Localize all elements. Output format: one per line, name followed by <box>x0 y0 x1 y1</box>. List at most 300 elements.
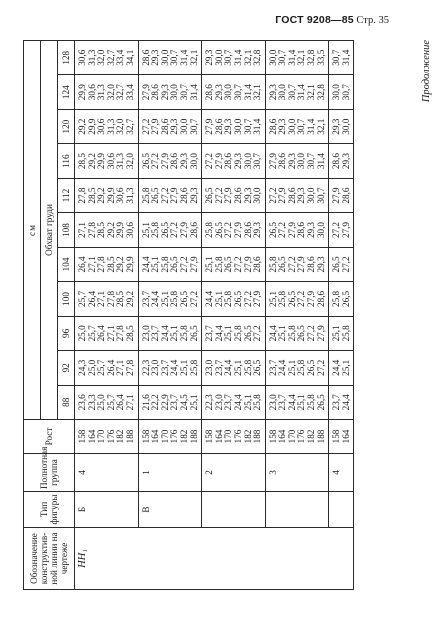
measurement-value: 28,6 <box>306 256 317 273</box>
value-cell <box>75 351 139 385</box>
measurement-value: 31,4 <box>178 49 189 66</box>
measurement-value: 30,7 <box>232 84 243 101</box>
measurement-value: 23,7 <box>204 325 215 342</box>
measurement-value: 23,7 <box>140 290 151 307</box>
measurement-value: 28,6 <box>178 187 189 204</box>
measurement-value: 25,1 <box>178 359 189 376</box>
measurement-value: 27,1 <box>77 221 87 239</box>
table-row <box>202 41 266 590</box>
measurement-value: 27,2 <box>150 153 161 170</box>
measurement-value: 27,9 <box>331 187 342 204</box>
measurement-value: 27,9 <box>232 221 243 239</box>
measurement-value: 29,2 <box>96 187 107 204</box>
measurement-value: 23,0 <box>204 359 215 376</box>
value-cell <box>329 144 354 178</box>
measurement-value: 31,4 <box>242 84 253 101</box>
measurement-value: 27,9 <box>159 153 170 170</box>
value-cell <box>329 109 354 143</box>
measurement-value: 22,3 <box>204 394 215 411</box>
value-cell <box>202 247 266 281</box>
height-value: 158 <box>204 429 215 444</box>
measurement-value: 27,2 <box>286 256 297 273</box>
measurement-value: 25,8 <box>223 290 234 307</box>
measurement-value: 24,4 <box>213 325 224 342</box>
measurement-value: 29,3 <box>286 153 297 170</box>
type-cell <box>202 492 266 528</box>
measurement-value: 27,8 <box>77 187 87 204</box>
value-cell <box>329 213 354 247</box>
measurement-value: 25,0 <box>96 394 107 411</box>
measurement-value: 29,3 <box>178 153 189 170</box>
table-area <box>23 40 407 590</box>
value-cell <box>138 109 202 143</box>
measurement-value: 28,6 <box>169 153 180 170</box>
measurement-value: 32,0 <box>124 153 135 170</box>
measurement-value: 26,5 <box>159 221 170 239</box>
measurement-value: 30,0 <box>169 84 180 101</box>
measurement-value: 28,6 <box>340 187 351 204</box>
measurement-value: 29,3 <box>242 187 253 204</box>
height-value: 182 <box>115 429 126 444</box>
measurement-value: 28,6 <box>315 290 326 307</box>
measurement-value: 28,6 <box>159 118 170 135</box>
measurement-value: 30,7 <box>286 84 297 101</box>
measurement-value: 32,7 <box>105 49 116 66</box>
measurement-value: 30,0 <box>277 84 288 101</box>
measurement-value: 26,5 <box>286 290 297 307</box>
measurement-value: 24,4 <box>204 290 215 307</box>
measurement-value: 32,1 <box>242 49 253 66</box>
measurement-value: 26,4 <box>96 325 107 342</box>
measurement-value: 24,4 <box>340 394 351 411</box>
measurement-value: 27,2 <box>242 290 253 307</box>
measurement-value: 25,1 <box>213 290 224 307</box>
group-cell: 4 <box>329 454 354 492</box>
measurement-value: 27,2 <box>159 187 170 204</box>
measurement-value: 30,7 <box>242 118 253 135</box>
measurement-value: 26,5 <box>242 325 253 342</box>
measurement-value: 27,8 <box>86 221 97 239</box>
measurement-value: 32,0 <box>115 118 126 135</box>
girth-column-header: 88 <box>58 385 75 419</box>
measurement-value: 27,9 <box>140 84 151 101</box>
measurement-value: 26,5 <box>169 256 180 273</box>
height-value: 164 <box>86 429 97 444</box>
measurement-value: 30,7 <box>169 49 180 66</box>
measurement-value: 29,2 <box>124 290 135 307</box>
value-cell <box>265 144 329 178</box>
measurement-value: 30,7 <box>188 118 199 135</box>
measurement-value: 30,6 <box>115 187 126 204</box>
measurement-value: 26,5 <box>267 221 278 239</box>
measurement-value: 32,1 <box>252 84 263 101</box>
measurement-value: 27,2 <box>331 221 342 239</box>
height-value: 182 <box>178 429 189 444</box>
type-cell: В <box>138 492 202 528</box>
measurement-value: 25,1 <box>223 325 234 342</box>
height-value: 158 <box>267 429 278 444</box>
measurement-value: 23,3 <box>86 394 97 411</box>
measurement-value: 25,8 <box>306 394 317 411</box>
measurement-value: 28,5 <box>86 187 97 204</box>
height-value: 158 <box>140 429 151 444</box>
height-value: 158 <box>77 429 87 444</box>
measurement-value: 29,2 <box>86 153 97 170</box>
measurement-value: 26,5 <box>178 290 189 307</box>
girth-header: Обхват груди <box>41 41 58 420</box>
measurement-value: 28,6 <box>150 84 161 101</box>
measurement-value: 25,8 <box>178 325 189 342</box>
height-value: 182 <box>306 429 317 444</box>
measurement-value: 24,4 <box>286 394 297 411</box>
measurement-value: 29,3 <box>204 49 215 66</box>
measurement-value: 27,2 <box>178 256 189 273</box>
measurement-value: 27,1 <box>124 394 135 411</box>
height-cell <box>75 420 139 454</box>
measurement-value: 31,4 <box>296 84 307 101</box>
measurement-value: 25,8 <box>204 221 215 239</box>
table-row <box>265 41 329 590</box>
table-row <box>329 41 354 590</box>
measurement-value: 33,4 <box>124 84 135 101</box>
measurement-value: 29,3 <box>213 84 224 101</box>
measurement-value: 29,3 <box>232 153 243 170</box>
measurement-value: 25,8 <box>296 359 307 376</box>
group-cell: 2 <box>202 454 266 492</box>
value-cell <box>202 213 266 247</box>
measurement-value: 27,8 <box>124 359 135 376</box>
height-cell <box>202 420 266 454</box>
measurement-value: 23,7 <box>331 394 342 411</box>
measurement-value: 32,1 <box>306 84 317 101</box>
measurement-value: 32,7 <box>115 84 126 101</box>
height-value: 176 <box>296 429 307 444</box>
value-cell <box>75 282 139 316</box>
girth-column-header: 104 <box>58 247 75 281</box>
measurement-value: 23,7 <box>150 325 161 342</box>
measurement-value: 27,1 <box>115 359 126 376</box>
measurement-value: 27,9 <box>296 256 307 273</box>
measurement-value: 29,3 <box>159 84 170 101</box>
height-value: 182 <box>242 429 253 444</box>
measurement-value: 27,2 <box>277 221 288 239</box>
girth-column-header: 92 <box>58 351 75 385</box>
height-cell <box>265 420 329 454</box>
measurement-value: 24,4 <box>150 290 161 307</box>
value-cell <box>138 178 202 212</box>
measurement-value: 27,2 <box>315 359 326 376</box>
unit-header: см <box>24 41 41 420</box>
measurement-value: 27,2 <box>169 221 180 239</box>
measurement-value: 27,9 <box>204 118 215 135</box>
measurement-value: 30,7 <box>340 84 351 101</box>
measurement-value: 29,3 <box>331 118 342 135</box>
measurement-value: 23,7 <box>267 359 278 376</box>
measurement-value: 29,9 <box>115 221 126 239</box>
value-cell <box>265 41 329 75</box>
measurement-value: 28,5 <box>115 290 126 307</box>
measurement-value: 26,4 <box>77 256 87 273</box>
measurement-value: 31,4 <box>188 84 199 101</box>
value-cell <box>75 316 139 350</box>
measurement-value: 29,2 <box>105 221 116 239</box>
measurement-value: 29,3 <box>340 153 351 170</box>
header-row-1 <box>24 41 41 590</box>
value-cell <box>75 75 139 109</box>
measurement-value: 27,9 <box>188 256 199 273</box>
measurement-value: 27,9 <box>150 118 161 135</box>
page-number: Стр. 35 <box>356 15 389 26</box>
measurement-value: 29,9 <box>96 153 107 170</box>
measurement-value: 30,7 <box>252 153 263 170</box>
value-cell <box>202 282 266 316</box>
height-cell <box>138 420 202 454</box>
table-row <box>75 41 139 590</box>
measurement-value: 32,1 <box>315 118 326 135</box>
group-cell: 3 <box>265 454 329 492</box>
value-cell <box>138 213 202 247</box>
measurement-value: 25,8 <box>252 394 263 411</box>
measurement-value: 31,4 <box>232 49 243 66</box>
measurement-value: 25,1 <box>204 256 215 273</box>
value-cell <box>265 351 329 385</box>
value-cell <box>202 385 266 419</box>
value-cell <box>265 316 329 350</box>
measurement-value: 26,5 <box>213 221 224 239</box>
value-cell <box>329 178 354 212</box>
measurement-value: 27,2 <box>223 221 234 239</box>
girth-column-header: 100 <box>58 282 75 316</box>
measurement-value: 25,1 <box>296 394 307 411</box>
measurement-value: 27,9 <box>306 290 317 307</box>
measurement-value: 25,1 <box>242 394 253 411</box>
value-cell <box>329 351 354 385</box>
measurement-value: 28,6 <box>232 187 243 204</box>
measurement-value: 30,0 <box>331 84 342 101</box>
measurement-value: 27,8 <box>96 256 107 273</box>
value-cell <box>138 282 202 316</box>
measurement-value: 23,7 <box>223 394 234 411</box>
value-cell <box>265 282 329 316</box>
height-value: 164 <box>277 429 288 444</box>
measurement-value: 30,0 <box>340 118 351 135</box>
measurement-value: 27,2 <box>232 256 243 273</box>
measurement-value: 24,4 <box>232 394 243 411</box>
measurement-value: 27,1 <box>96 290 107 307</box>
measurement-value: 26,5 <box>331 256 342 273</box>
measurement-value: 26,5 <box>277 256 288 273</box>
value-cell <box>202 75 266 109</box>
measurement-value: 26,5 <box>340 290 351 307</box>
measurement-value: 32,0 <box>105 84 116 101</box>
measurement-value: 30,7 <box>178 84 189 101</box>
measurement-value: 25,8 <box>140 187 151 204</box>
measurement-value: 31,4 <box>315 153 326 170</box>
measurement-value: 26,5 <box>232 290 243 307</box>
measurement-value: 24,3 <box>77 359 87 376</box>
measurement-value: 30,6 <box>96 118 107 135</box>
measurement-value: 25,7 <box>86 325 97 342</box>
value-cell <box>265 178 329 212</box>
height-value: 188 <box>188 429 199 444</box>
group-cell: 1 <box>138 454 202 492</box>
page-header <box>275 14 389 26</box>
value-cell <box>138 247 202 281</box>
measurement-value: 28,6 <box>296 221 307 239</box>
measurement-value: 25,8 <box>286 325 297 342</box>
measurement-value: 31,4 <box>340 49 351 66</box>
measurement-value: 26,5 <box>306 359 317 376</box>
height-value: 164 <box>213 429 224 444</box>
height-value: 170 <box>286 429 297 444</box>
type-cell <box>265 492 329 528</box>
measurement-value: 27,1 <box>105 325 116 342</box>
measurement-value: 26,5 <box>150 187 161 204</box>
measurement-value: 23,7 <box>213 359 224 376</box>
measurement-value: 29,2 <box>77 118 87 135</box>
measurement-value: 29,9 <box>86 118 97 135</box>
measurement-value: 28,6 <box>213 118 224 135</box>
measurement-value: 25,1 <box>140 221 151 239</box>
measurement-value: 28,6 <box>140 49 151 66</box>
measurement-value: 28,6 <box>286 187 297 204</box>
measurement-value: 32,8 <box>252 49 263 66</box>
measurement-value: 30,7 <box>306 153 317 170</box>
measurement-value: 33,5 <box>315 49 326 66</box>
value-cell <box>329 316 354 350</box>
measurement-value: 25,0 <box>86 359 97 376</box>
girth-column-header: 96 <box>58 316 75 350</box>
measurement-value: 29,3 <box>252 221 263 239</box>
measurement-value: 26,5 <box>315 394 326 411</box>
measurement-value: 27,2 <box>306 325 317 342</box>
measurement-value: 28,6 <box>204 84 215 101</box>
value-cell <box>75 144 139 178</box>
measurement-value: 27,9 <box>242 256 253 273</box>
measurement-value: 29,3 <box>150 49 161 66</box>
girth-column-header: 112 <box>58 178 75 212</box>
measurement-value: 29,2 <box>115 256 126 273</box>
measurement-value: 28,6 <box>242 221 253 239</box>
measurement-value: 29,9 <box>77 84 87 101</box>
measurement-value: 27,8 <box>105 290 116 307</box>
measurement-value: 29,3 <box>223 118 234 135</box>
measurement-value: 26,5 <box>296 325 307 342</box>
measurement-value: 21,6 <box>140 394 151 411</box>
measurement-value: 30,0 <box>286 118 297 135</box>
height-value: 176 <box>232 429 243 444</box>
value-cell <box>138 316 202 350</box>
measurement-value: 27,2 <box>252 325 263 342</box>
measurement-value: 29,3 <box>296 187 307 204</box>
measurement-value: 32,1 <box>296 49 307 66</box>
measurement-value: 30,0 <box>252 187 263 204</box>
measurement-value: 24,4 <box>331 359 342 376</box>
measurement-value: 25,8 <box>213 256 224 273</box>
girth-column-header: 124 <box>58 75 75 109</box>
measurement-value: 27,2 <box>140 118 151 135</box>
measurement-value: 27,2 <box>213 187 224 204</box>
value-cell <box>202 316 266 350</box>
measurement-value: 25,1 <box>159 290 170 307</box>
measurement-value: 33,4 <box>115 49 126 66</box>
measurement-value: 26,4 <box>115 394 126 411</box>
value-cell <box>265 75 329 109</box>
measurement-value: 25,1 <box>340 359 351 376</box>
measurement-value: 26,5 <box>223 256 234 273</box>
measurement-value: 25,7 <box>96 359 107 376</box>
measurement-value: 25,1 <box>331 325 342 342</box>
measurement-value: 26,4 <box>105 359 116 376</box>
measurement-value: 25,1 <box>188 394 199 411</box>
measurement-value: 25,8 <box>277 290 288 307</box>
type-cell: Б <box>75 492 139 528</box>
measurement-value: 23,7 <box>277 394 288 411</box>
group-cell: 4 <box>75 454 139 492</box>
value-cell <box>265 385 329 419</box>
measurement-value: 25,8 <box>232 325 243 342</box>
height-value: 176 <box>169 429 180 444</box>
measurement-value: 25,1 <box>232 359 243 376</box>
measurement-value: 25,8 <box>242 359 253 376</box>
value-cell <box>202 178 266 212</box>
measurement-value: 25,7 <box>105 394 116 411</box>
measurement-value: 29,3 <box>306 221 317 239</box>
measurement-value: 30,7 <box>223 49 234 66</box>
height-value: 170 <box>159 429 170 444</box>
measurement-value: 25,8 <box>188 359 199 376</box>
height-value: 176 <box>105 429 116 444</box>
measurement-value: 26,5 <box>140 153 151 170</box>
measurement-value: 30,0 <box>232 118 243 135</box>
measurement-value: 25,8 <box>331 290 342 307</box>
measurement-value: 24,4 <box>267 325 278 342</box>
value-cell <box>202 109 266 143</box>
value-cell <box>202 351 266 385</box>
value-cell <box>265 109 329 143</box>
value-cell <box>138 144 202 178</box>
value-cell <box>75 385 139 419</box>
measurement-value: 29,3 <box>169 118 180 135</box>
measurement-value: 31,4 <box>306 118 317 135</box>
measurement-value: 25,1 <box>286 359 297 376</box>
measurement-value: 25,8 <box>340 325 351 342</box>
measurement-value: 26,4 <box>86 290 97 307</box>
measurement-value: 31,3 <box>115 153 126 170</box>
height-value: 170 <box>96 429 107 444</box>
col-type-header: Тип фигуры <box>24 492 75 528</box>
measurement-value: 27,1 <box>86 256 97 273</box>
measurement-value: 30,6 <box>105 153 116 170</box>
measurement-value: 23,7 <box>169 394 180 411</box>
measurement-value: 28,5 <box>124 325 135 342</box>
measurement-value: 31,3 <box>96 84 107 101</box>
measurement-value: 31,4 <box>286 49 297 66</box>
measurement-value: 25,8 <box>159 256 170 273</box>
value-cell <box>75 247 139 281</box>
measurement-value: 27,9 <box>340 221 351 239</box>
measurement-value: 25,8 <box>267 256 278 273</box>
value-cell <box>138 385 202 419</box>
measurement-value: 24,4 <box>140 256 151 273</box>
measurement-value: 28,6 <box>277 153 288 170</box>
measurement-value: 28,5 <box>96 221 107 239</box>
measurement-value: 22,2 <box>150 394 161 411</box>
col-group-header: Полнотная группа <box>24 454 75 492</box>
measurement-value: 27,9 <box>315 325 326 342</box>
value-cell <box>138 351 202 385</box>
measurement-value: 29,3 <box>277 118 288 135</box>
